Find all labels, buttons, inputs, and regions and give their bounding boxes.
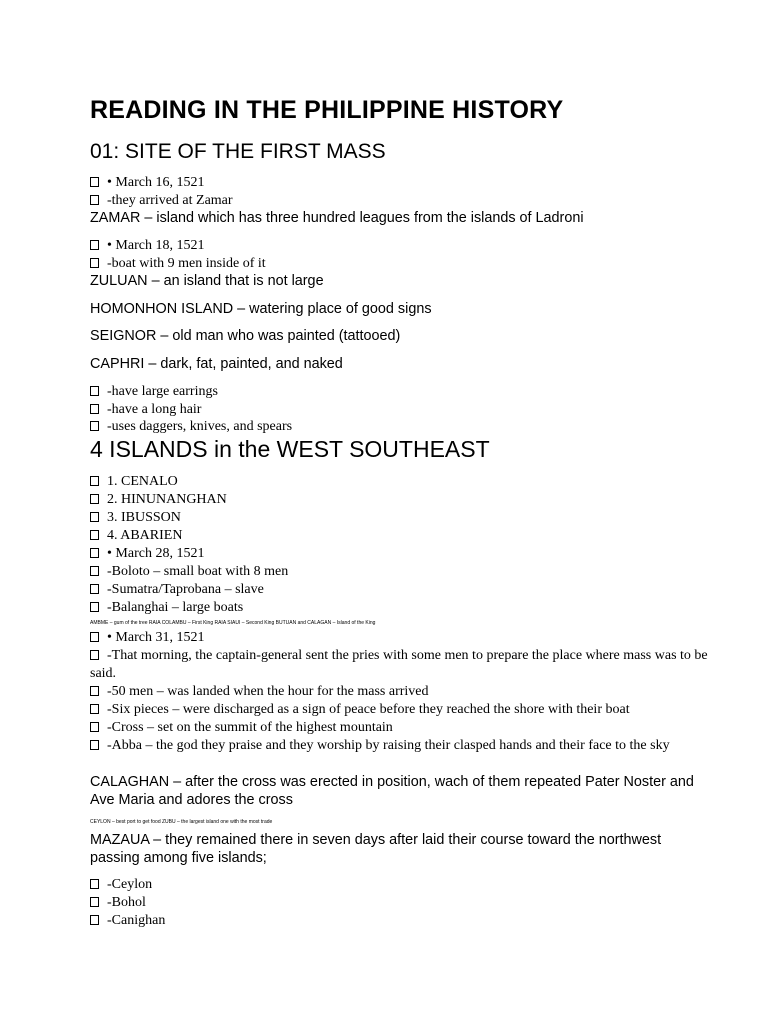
bullet-box-icon [90,258,99,268]
list-item: -Boloto – small boat with 8 men [90,563,288,581]
list-item: -Balanghai – large boats [90,599,243,617]
definition-mazaua: MAZAUA – they remained there in seven days after laid their course toward the northwest passing among five islands; [90,832,662,866]
section-heading-islands: 4 ISLANDS in the WEST SOUTHEAST [90,436,490,462]
list-item: 3. IBUSSON [90,509,181,527]
bullet-box-icon [90,177,99,187]
list-item: • March 16, 1521 [90,174,204,192]
list-item: 4. ABARIEN [90,527,182,545]
bullet-box-icon [90,548,99,558]
list-item: -Canighan [90,912,165,930]
list-item: -Abba – the god they praise and they worship by raising their clasped hands and their face to the sky [90,737,710,755]
bullet-box-icon [90,632,99,642]
list-item: • March 18, 1521 [90,237,204,255]
list-item: -Sumatra/Taprobana – slave [90,581,264,599]
bullet-box-icon [90,240,99,250]
bullet-box-icon [90,530,99,540]
list-item: -uses daggers, knives, and spears [90,418,292,436]
list-item: -50 men – was landed when the hour for the mass arrived [90,683,429,701]
list-item: -boat with 9 men inside of it [90,255,266,273]
list-item: -have a long hair [90,401,201,419]
list-item: • March 31, 1521 [90,629,204,647]
list-item: 2. HINUNANGHAN [90,491,227,509]
bullet-box-icon [90,602,99,612]
bullet-box-icon [90,386,99,396]
list-item: 1. CENALO [90,473,178,491]
definition-caphri: CAPHRI – dark, fat, painted, and naked [90,356,343,372]
definition-zuluan: ZULUAN – an island that is not large [90,273,324,289]
bullet-box-icon [90,722,99,732]
bullet-box-icon [90,476,99,486]
bullet-box-icon [90,494,99,504]
bullet-box-icon [90,915,99,925]
bullet-box-icon [90,421,99,431]
list-item: -Six pieces – were discharged as a sign of peace before they reached the shore with their boat [90,701,630,719]
bullet-box-icon [90,740,99,750]
definition-zamar: ZAMAR – island which has three hundred leagues from the islands of Ladroni [90,210,584,226]
bullet-box-icon [90,566,99,576]
list-item: -Cross – set on the summit of the highest mountain [90,719,393,737]
list-item: -have large earrings [90,383,218,401]
bullet-box-icon [90,704,99,714]
footnote-text: CEYLON – best port to get food ZUBU – the largest island one with the most trade [90,819,273,825]
bullet-box-icon [90,879,99,889]
list-item: -That morning, the captain-general sent the pries with some men to prepare the place where mass was to be said. [90,648,708,681]
footnote-text: AMBME – gum of the tree RAIA COLAMBU – First King RAIA SIAUI – Second King BUTUAN and CALAGAN – Island of the King [90,620,376,626]
document-title: READING IN THE PHILIPPINE HISTORY [90,96,564,124]
bullet-box-icon [90,195,99,205]
bullet-box-icon [90,404,99,414]
bullet-box-icon [90,686,99,696]
definition-seignor: SEIGNOR – old man who was painted (tattooed) [90,328,401,344]
list-item: -Ceylon [90,876,152,894]
bullet-box-icon [90,512,99,522]
definition-calaghan: CALAGHAN – after the cross was erected in position, wach of them repeated Pater Noster and Ave Maria and adores the cross [90,774,694,808]
section-heading-first-mass: 01: SITE OF THE FIRST MASS [90,140,386,163]
list-item: -they arrived at Zamar [90,192,233,210]
list-item: -Bohol [90,894,146,912]
bullet-box-icon [90,584,99,594]
definition-homonhon: HOMONHON ISLAND – watering place of good signs [90,301,432,317]
list-item: • March 28, 1521 [90,545,204,563]
bullet-box-icon [90,897,99,907]
bullet-box-icon [90,650,99,660]
